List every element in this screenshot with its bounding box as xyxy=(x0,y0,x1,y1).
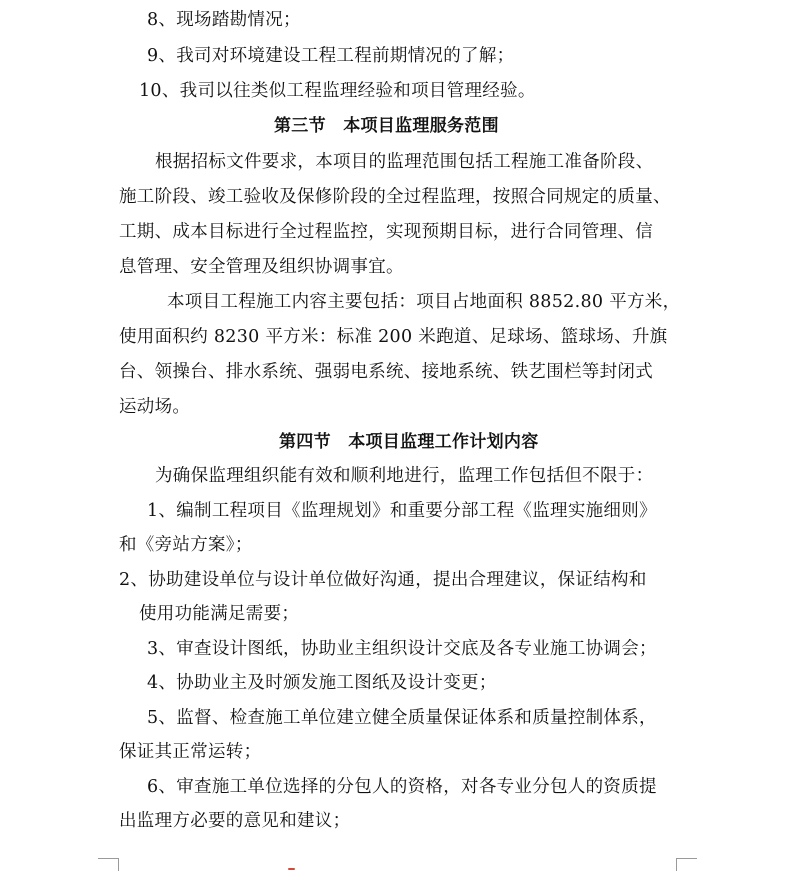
paragraph-line: 使用面积约 8230 平方米：标准 200 米跑道、足球场、篮球场、升旗 xyxy=(119,327,668,347)
list-item: 1、编制工程项目《监理规划》和重要分部工程《监理实施细则》 xyxy=(147,501,657,521)
list-item: 2、协助建设单位与设计单位做好沟通，提出合理建议，保证结构和 xyxy=(119,570,647,590)
list-item: 和《旁站方案》； xyxy=(119,535,253,555)
list-item: 9、我司对环境建设工程工程前期情况的了解； xyxy=(147,46,515,66)
paragraph-line: 根据招标文件要求，本项目的监理范围包括工程施工准备阶段、 xyxy=(155,152,654,172)
list-item: 8、现场踏勘情况； xyxy=(147,10,301,30)
list-item: 10、我司以往类似工程监理经验和项目管理经验。 xyxy=(139,81,536,101)
list-item: 保证其正常运转； xyxy=(119,742,262,762)
section-heading: 第四节 本项目监理工作计划内容 xyxy=(279,432,539,452)
list-item: 出监理方必要的意见和建议； xyxy=(119,811,351,831)
paragraph-line: 息管理、安全管理及组织协调事宜。 xyxy=(119,257,404,277)
list-item: 3、审查设计图纸，协助业主组织设计交底及各专业施工协调会； xyxy=(147,639,657,659)
paragraph-line: 本项目工程施工内容主要包括：项目占地面积 8852.80 平方米， xyxy=(167,292,681,312)
list-item: 5、监督、检查施工单位建立健全质量保证体系和质量控制体系， xyxy=(147,708,657,728)
margin-corner-mark xyxy=(98,858,119,871)
paragraph-line: 为确保监理组织能有效和顺利地进行，监理工作包括但不限于： xyxy=(155,466,654,486)
list-item: 4、协助业主及时颁发施工图纸及设计变更； xyxy=(147,673,497,693)
section-heading: 第三节 本项目监理服务范围 xyxy=(274,116,499,136)
paragraph-line: 工期、成本目标进行全过程监控，实现预期目标，进行合同管理、信 xyxy=(119,222,653,242)
paragraph-line: 施工阶段、竣工验收及保修阶段的全过程监理，按照合同规定的质量、 xyxy=(119,187,671,207)
spellcheck-mark xyxy=(288,868,295,870)
margin-corner-mark xyxy=(676,858,697,871)
paragraph-line: 台、领操台、排水系统、强弱电系统、接地系统、铁艺围栏等封闭式 xyxy=(119,362,653,382)
paragraph-line: 运动场。 xyxy=(119,397,191,417)
list-item: 使用功能满足需要； xyxy=(139,604,300,624)
list-item: 6、审查施工单位选择的分包人的资格，对各专业分包人的资质提 xyxy=(147,777,657,797)
